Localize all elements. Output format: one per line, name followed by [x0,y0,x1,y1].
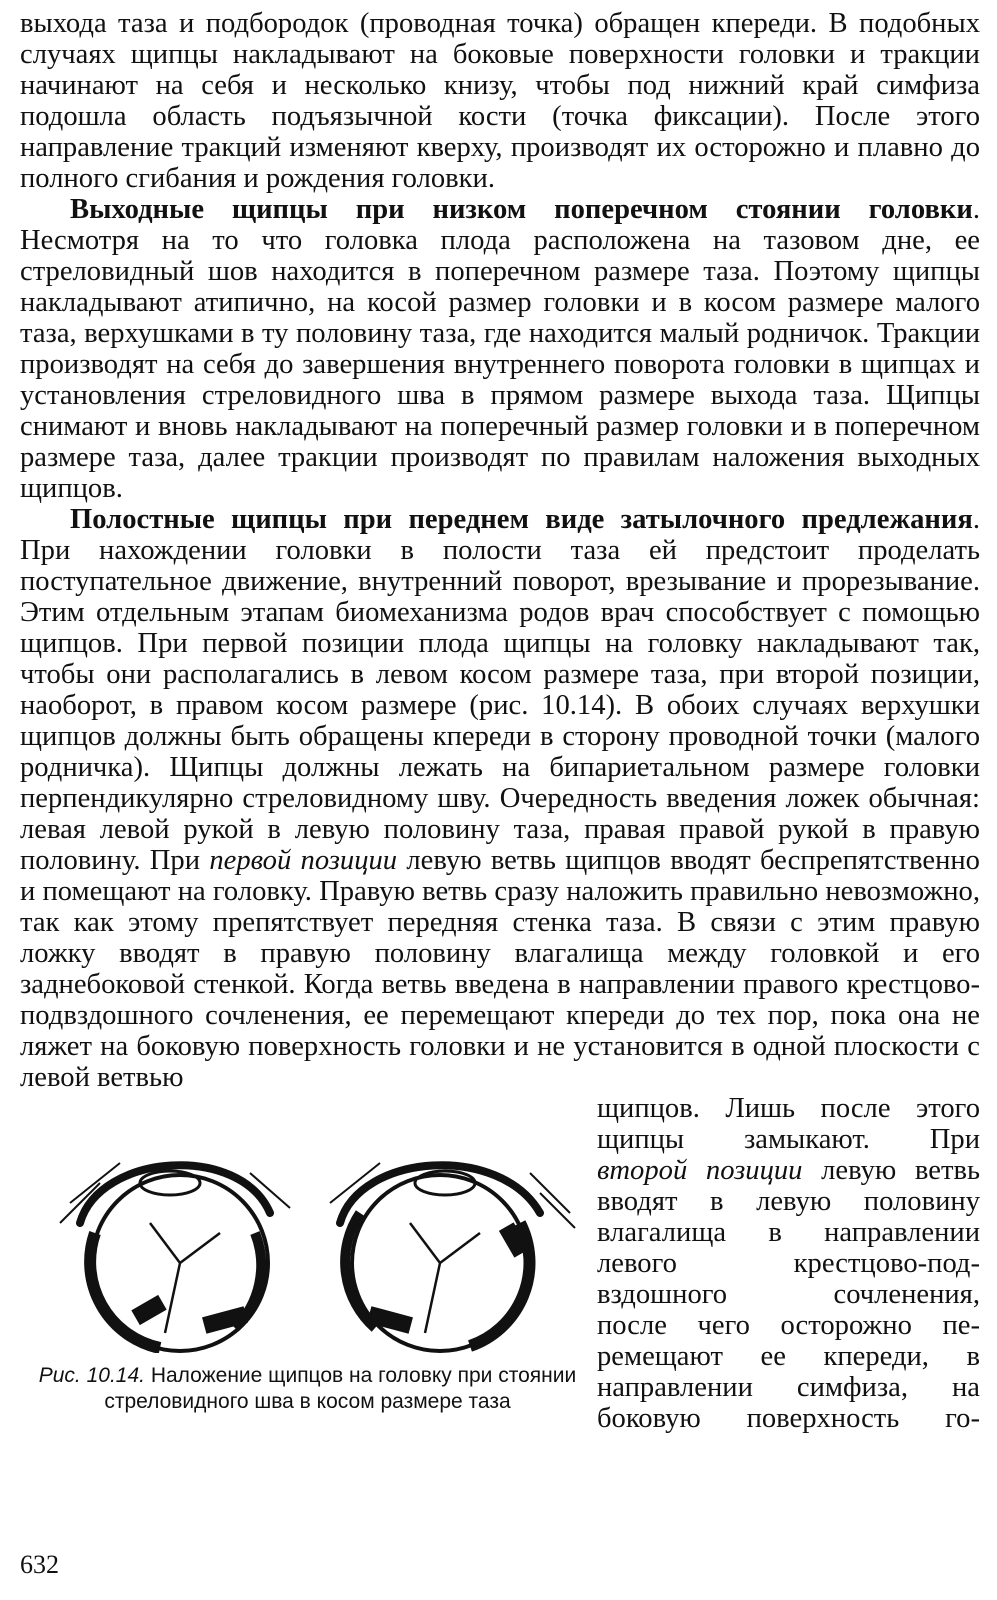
paragraph-2-heading: Выходные щипцы при низком поперечном стоянии головки [70,194,973,225]
figure-caption [20,1363,595,1415]
side-line: влагалища в направлении [597,1217,980,1248]
paragraph-3-text-1: . При нахождении головки в полости таза ей предстоит проделать поступательное движение, внутренний поворот, врезывание и прорезывание. Этим отдельным этапам биомеханизма родов врач способствует с помощью щипцов. При первой позиции плода щипцы на головку накладывают так, чтобы они располагались в левом косом размере таза, при второй позиции, наоборот, в правом косом размере (рис. 10.14). В обоих случаях верхушки щипцов должны быть обращены кпереди в сторону проводной точки (малого родничка). Щипцы должны лежать на бипариетальном размере головки перпендикулярно стреловидному шву. Очередность введения ложек обычная: левая левой рукой в левую половину таза, правая правой рукой в правую половину. При [20,504,980,876]
side-line: щипцов. Лишь после этого [597,1093,980,1124]
figure-10-14 [20,1093,595,1438]
side-line: вводят в левую половину [597,1186,980,1217]
forceps-illustration [40,1113,580,1353]
side-column-text [597,1093,980,1434]
paragraph-3-text-2: левую ветвь щипцов вводят беспрепятственно и помещают на головку. Правую ветвь сразу наложить правильно невозможно, так как этому препятствует передняя стенка таза. В связи с этим правую ложку вводят в правую половину влагалища между головкой и его заднебоковой стенкой. Когда ветвь введена в направлении правого крестцово-подвздошного сочленения, ее перемещают кпереди до тех пор, пока она не ляжет на боковую поверхность головки и не установится в одной плоскости с левой ветвью [20,845,980,1093]
page-number: 632 [20,1550,59,1579]
side-line-mixed [597,1155,980,1186]
figure-caption-text: Наложение щипцов на головку при стоянии стреловидного шва в косом размере таза [104,1364,577,1413]
side-line-rest: левую ветвь [802,1155,980,1186]
paragraph-3 [20,504,980,1093]
side-line: вздошного сочленения, [597,1279,980,1310]
figure-block [20,1093,980,1438]
side-line: щипцы замыкают. При [597,1124,980,1155]
side-line: после чего осторожно пе- [597,1310,980,1341]
paragraph-2-text: . Несмотря на то что головка плода расположена на тазовом дне, ее стреловидный шов находится в поперечном размере таза. Поэтому щипцы накладывают атипично, на косой размер головки и в косом размере малого таза, верхушками в ту половину таза, где находится малый родничок. Тракции производят на себя до завершения внутреннего поворота головки в щипцах и установления стреловидного шва в прямом размере выхода таза. Щипцы снимают и вновь накладывают на поперечный размер головки и в поперечном размере таза, далее тракции производят по правилам наложения выходных щипцов. [20,194,980,504]
paragraph-1 [20,8,980,194]
side-line: боковую поверхность го- [597,1403,980,1434]
paragraph-1-text: выхода таза и подбородок (проводная точка) обращен кпереди. В подобных случаях щипцы накладывают на боковые поверхности головки и тракции начинают на себя и несколько книзу, чтобы под нижний край симфиза подошла область подъязычной кости (точка фиксации). После этого направление тракций изменяют кверху, производят их осторожно и плавно до полного сгибания и рождения головки. [20,8,980,194]
figure-caption-label: Рис. 10.14. [38,1364,145,1387]
paragraph-2 [20,194,980,504]
left-head-drawing [60,1163,290,1351]
right-head-drawing [330,1163,575,1351]
side-line-italic: второй позиции [597,1155,803,1186]
page-body [20,8,980,1438]
paragraph-3-italic: первой позиции [209,845,398,876]
side-line: направлении симфиза, на [597,1372,980,1403]
side-line: ремещают ее кпереди, в [597,1341,980,1372]
paragraph-3-heading: Полостные щипцы при переднем виде затылочного предлежания [70,504,973,535]
side-line: левого крестцово-под- [597,1248,980,1279]
